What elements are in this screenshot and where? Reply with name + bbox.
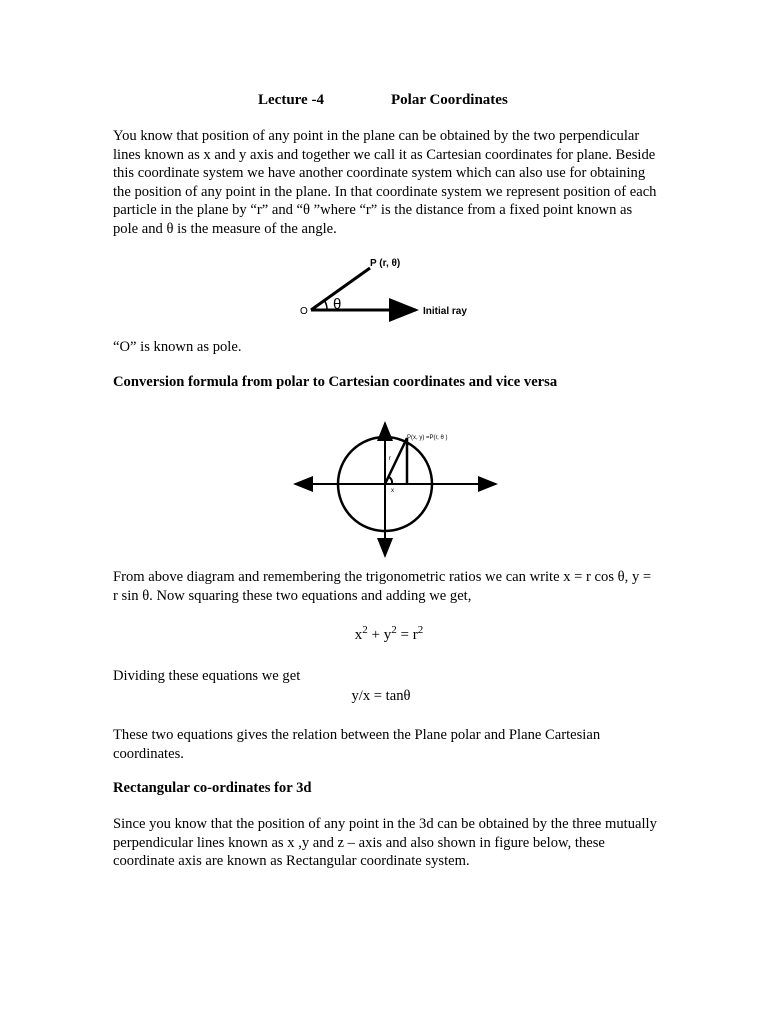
x-label: x xyxy=(391,488,394,494)
conversion-diagram xyxy=(290,420,505,560)
angle-label: θ xyxy=(333,296,342,313)
derivation-paragraph: From above diagram and remembering the trigonometric ratios we can write x = r cos θ, y = r sin θ. Now squaring these two equations and adding we get, xyxy=(113,569,652,604)
pole-note: “O” is known as pole. xyxy=(113,339,242,355)
polar-point-diagram xyxy=(290,250,490,325)
lecture-number: Lecture -4 xyxy=(258,92,324,108)
dividing-text: Dividing these equations we get xyxy=(113,668,301,684)
conversion-heading: Conversion formula from polar to Cartesian coordinates and vice versa xyxy=(113,374,558,390)
relation-paragraph: These two equations gives the relation between the Plane polar and Plane Cartesian coordinates. xyxy=(113,727,601,762)
rectangular-paragraph: Since you know that the position of any point in the 3d can be obtained by the three mutually perpendicular lines known as x ,y and z – axis and also shown in figure below, these coordinate axis are known as Rectangular coordinate system. xyxy=(113,816,657,869)
lecture-topic: Polar Coordinates xyxy=(391,92,508,108)
point-label-xy: P(x, y) =P(r, θ ) xyxy=(407,435,448,441)
equation-sum-of-squares: $x^2 + y^2 = r^2$ xyxy=(354,624,424,643)
r-label: r xyxy=(389,456,391,462)
rectangular-heading: Rectangular co-ordinates for 3d xyxy=(113,780,312,796)
origin-label: O xyxy=(300,306,308,317)
initial-ray-label: Initial ray xyxy=(423,306,467,317)
point-label: P (r, θ) xyxy=(370,258,401,269)
equation-tangent: y/x = tanθ xyxy=(351,688,411,704)
intro-paragraph: You know that position of any point in the plane can be obtained by the two perpendicular lines known as x and y axis and together we call it as Cartesian coordinates for plane. Beside this coordinate system we have another coordinate system which can also use for obtaining the position of any point in the plane. In that coordinate system we represent position of each particle in the plane by “r” and “θ ”where “r” is the distance from a fixed point known as pole and θ is the measure of the angle. xyxy=(113,128,657,237)
angle-arc-small xyxy=(389,477,392,484)
